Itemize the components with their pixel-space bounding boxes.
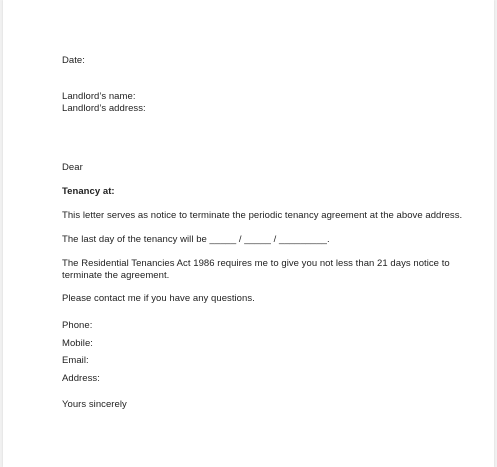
address-label: Address: bbox=[62, 373, 100, 384]
notice-paragraph: This letter serves as notice to terminate the periodic tenancy agreement at the above address. bbox=[62, 210, 463, 221]
date-label: Date: bbox=[62, 55, 85, 66]
last-day-paragraph: The last day of the tenancy will be _____ / _____ / _________. bbox=[62, 234, 330, 245]
closing: Yours sincerely bbox=[62, 399, 127, 410]
act-paragraph-line-1: The Residential Tenancies Act 1986 requires me to give you not less than 21 days notice to bbox=[62, 258, 450, 269]
act-paragraph-line-2: terminate the agreement. bbox=[62, 270, 170, 281]
landlord-address-label: Landlord’s address: bbox=[62, 103, 146, 114]
document-page bbox=[3, 0, 494, 467]
mobile-label: Mobile: bbox=[62, 338, 93, 349]
landlord-name-label: Landlord’s name: bbox=[62, 91, 136, 102]
contact-paragraph: Please contact me if you have any questions. bbox=[62, 293, 255, 304]
salutation: Dear bbox=[62, 162, 83, 173]
phone-label: Phone: bbox=[62, 320, 93, 331]
tenancy-heading: Tenancy at: bbox=[62, 186, 115, 197]
email-label: Email: bbox=[62, 355, 89, 366]
